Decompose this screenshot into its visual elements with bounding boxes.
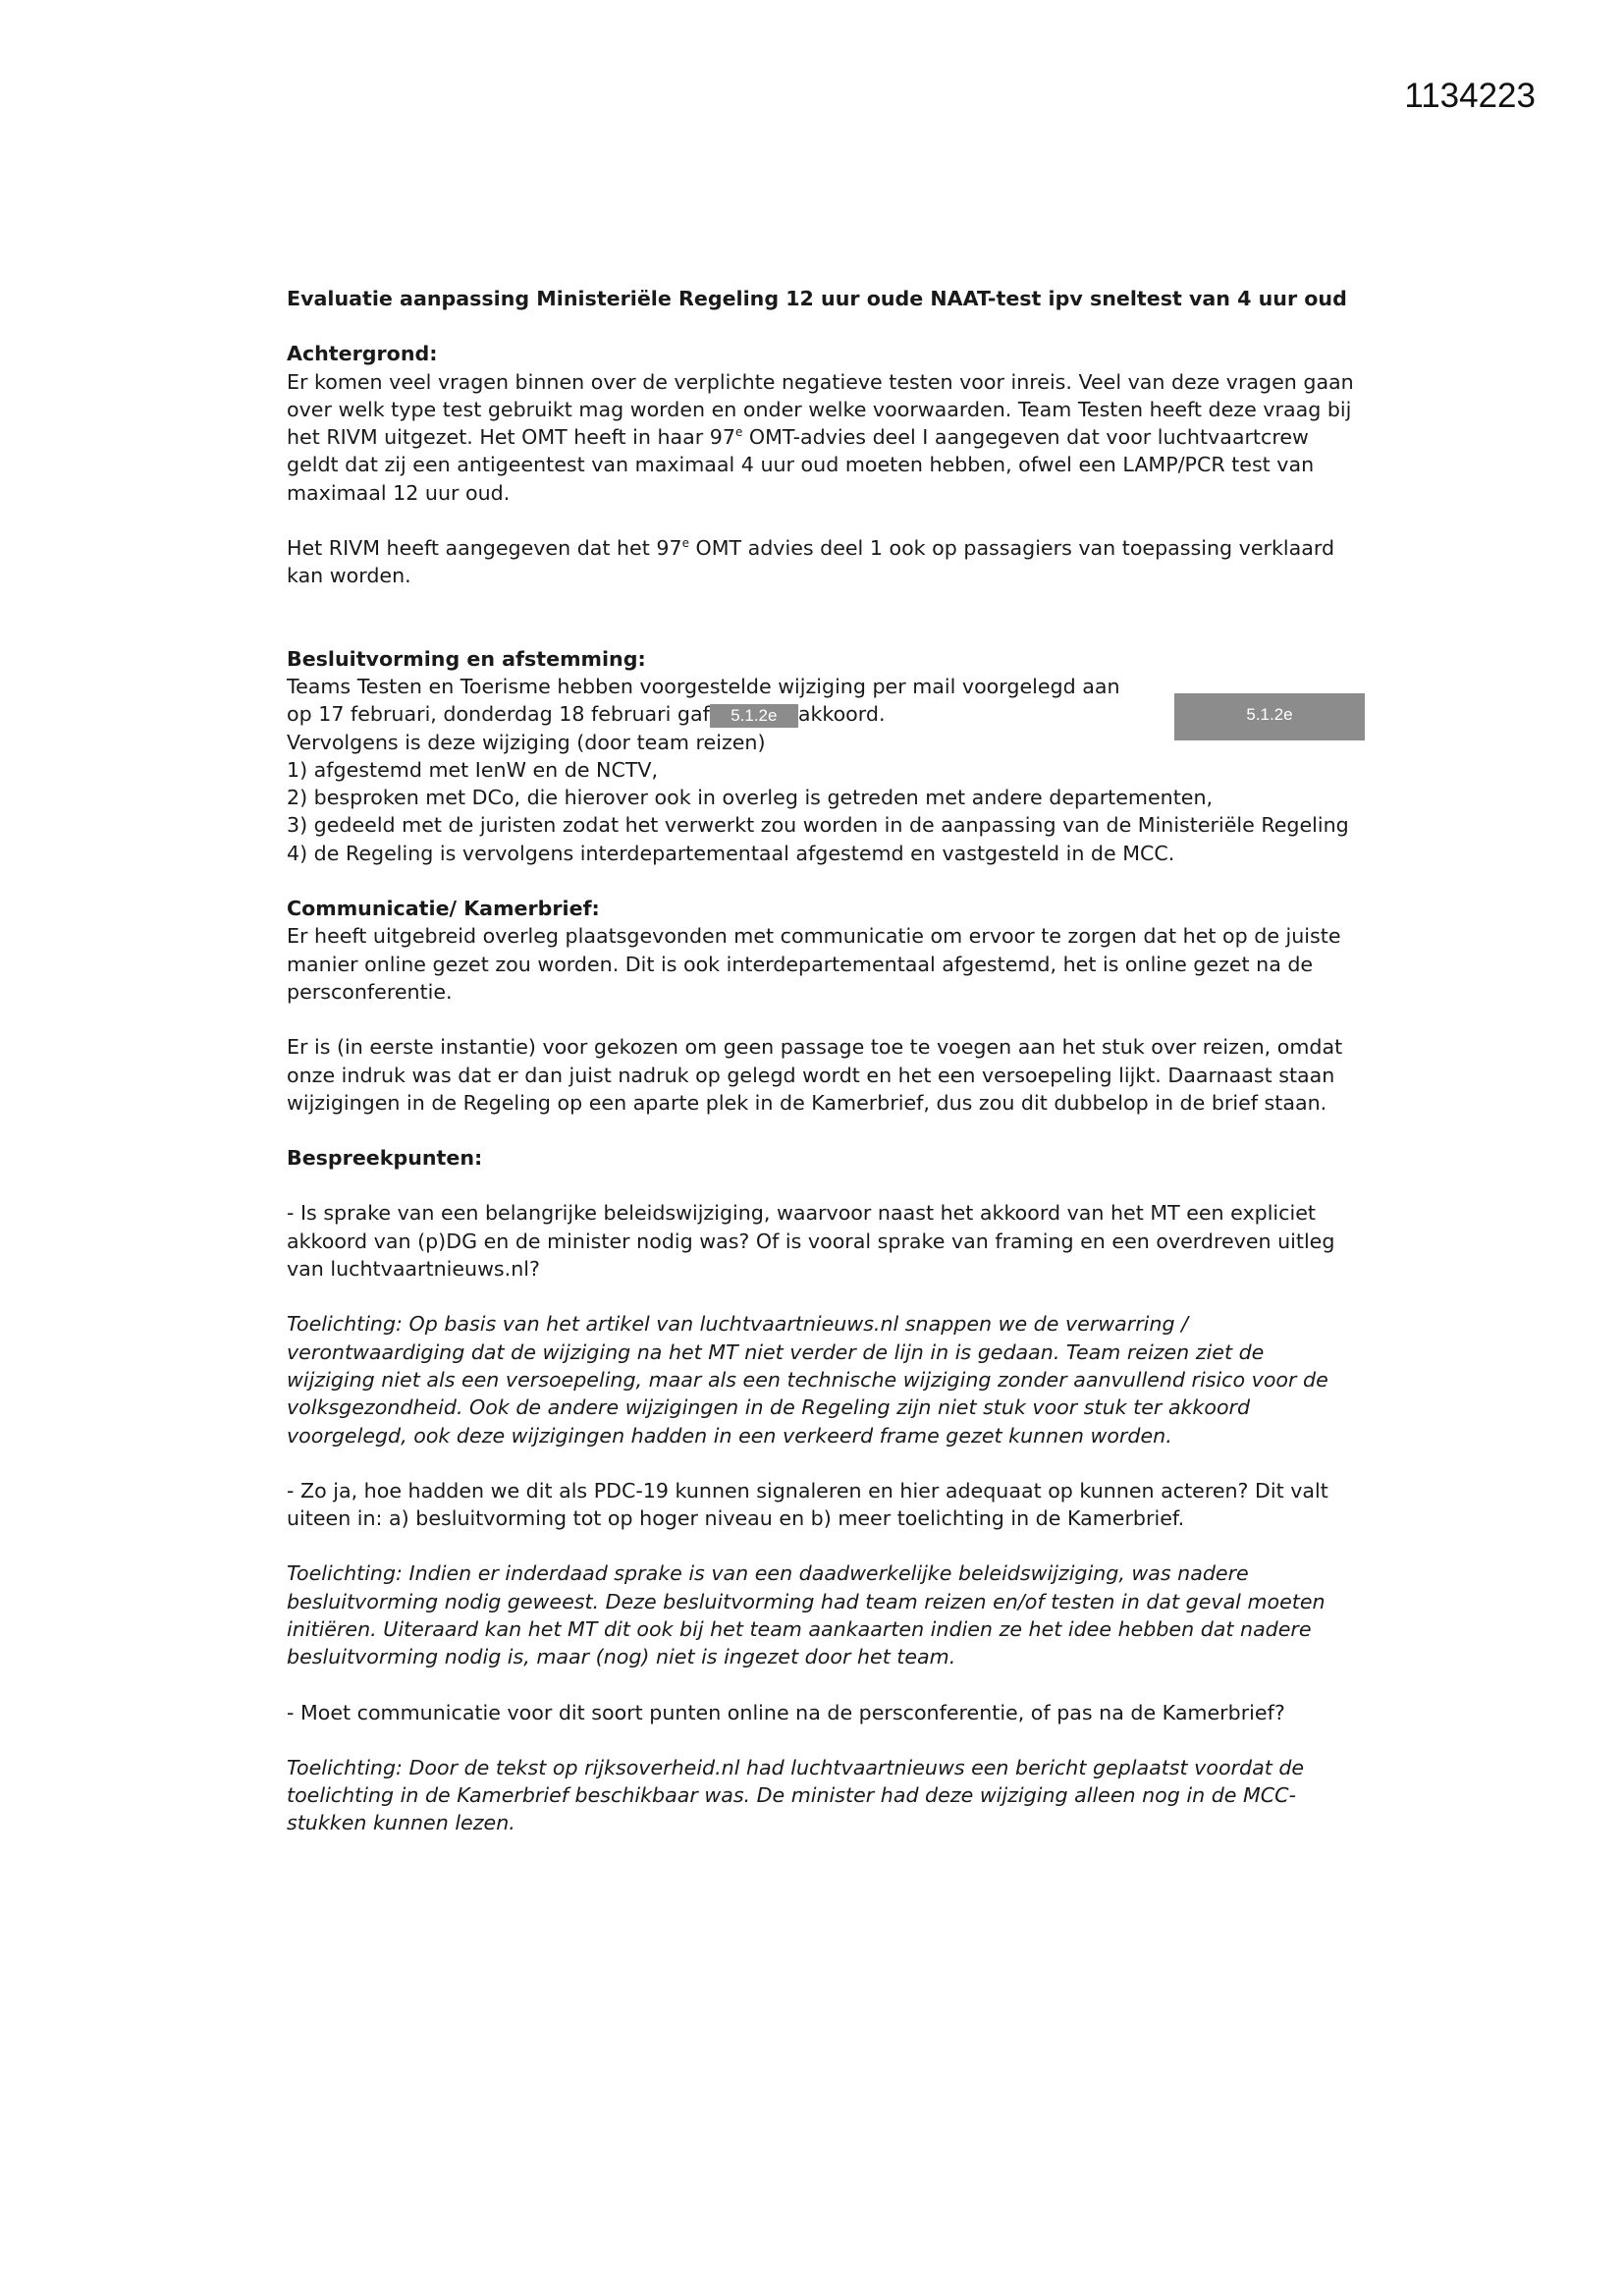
document-body [287, 285, 1357, 1837]
discussion-point: - Is sprake van een belangrijke beleidswijziging, waarvoor naast het akkoord van het MT een expliciet akkoord van (p)DG en de minister nodig was? Of is vooral sprake van framing en een overdreven uitleg van luchtvaartnieuws.nl? [287, 1201, 1335, 1282]
list-item: 2) besproken met DCo, die hierover ook in overleg is getreden met andere departementen, [287, 786, 1214, 810]
list-item: 4) de Regeling is vervolgens interdepartementaal afgestemd en vastgesteld in de MCC. [287, 841, 1175, 865]
paragraph: Er heeft uitgebreid overleg plaatsgevonden met communicatie om ervoor te zorgen dat het op de juiste manier online gezet zou worden. Dit is ook interdepartementaal afgestemd, het is online gezet na de persconferentie. [287, 924, 1341, 1004]
discussion-point: - Moet communicatie voor dit soort punten online na de persconferentie, of pas na de Kamerbrief? [287, 1700, 1285, 1724]
paragraph-line: op 17 februari, donderdag 18 februari gaf 5.1.2e akkoord. [287, 702, 886, 727]
redaction-box: 5.1.2e [1174, 693, 1365, 740]
paragraph-line: Teams Testen en Toerisme hebben voorgestelde wijziging per mail voorgelegd aan [287, 674, 1120, 698]
paragraph: Er is (in eerste instantie) voor gekozen om geen passage toe te voegen aan het stuk over reizen, omdat onze indruk was dat er dan juist nadruk op gelegd wordt en het een versoepeling lijkt. Daarnaast staan wijzigingen in de Regeling op een aparte plek in de Kamerbrief, dus zou dit dubbelop in de brief staan. [287, 1035, 1343, 1115]
heading-besluitvorming: Besluitvorming en afstemming: [287, 646, 646, 671]
redaction-box: 5.1.2e [710, 704, 798, 728]
paragraph-line: Vervolgens is deze wijziging (door team reizen) [287, 730, 766, 754]
list-item: 1) afgestemd met IenW en de NCTV, [287, 757, 659, 782]
explanation: Toelichting: Indien er inderdaad sprake is van een daadwerkelijke beleidswijziging, was nadere besluitvorming nodig geweest. Deze besluitvorming had team reizen en/of testen in dat geval moeten initiëren. Uiteraard kan het MT dit ook bij het team aankaarten indien ze het idee hebben dat nadere besluitvorming nodig is, maar (nog) niet is ingezet door het team. [287, 1561, 1326, 1669]
heading-communicatie: Communicatie/ Kamerbrief: [287, 897, 600, 921]
heading-achtergrond: Achtergrond: [287, 342, 438, 366]
document-title: Evaluatie aanpassing Ministeriële Regeling 12 uur oude NAAT-test ipv sneltest van 4 uur oud [287, 287, 1347, 310]
paragraph: Er komen veel vragen binnen over de verplichte negatieve testen voor inreis. Veel van deze vragen gaan over welk type test gebruikt mag worden en onder welke voorwaarden. Team Testen heeft deze vraag bij het RIVM uitgezet. Het OMT heeft in haar 97e OMT-advies deel I aangegeven dat voor luchtvaartcrew geldt dat zij een antigeentest van maximaal 4 uur oud moeten hebben, ofwel een LAMP/PCR test van maximaal 12 uur oud. [287, 369, 1354, 505]
explanation: Toelichting: Door de tekst op rijksoverheid.nl had luchtvaartnieuws een bericht geplaatst voordat de toelichting in de Kamerbrief beschikbaar was. De minister had deze wijziging alleen nog in de MCC-stukken kunnen lezen. [287, 1755, 1305, 1835]
document-number: 1134223 [1404, 77, 1536, 115]
heading-bespreekpunten: Bespreekpunten: [287, 1146, 483, 1171]
paragraph: Het RIVM heeft aangegeven dat het 97e OMT advies deel 1 ook op passagiers van toepassing verklaard kan worden. [287, 536, 1335, 588]
list-item: 3) gedeeld met de juristen zodat het verwerkt zou worden in de aanpassing van de Ministeriële Regeling [287, 813, 1349, 838]
discussion-point: - Zo ja, hoe hadden we dit als PDC-19 kunnen signaleren en hier adequaat op kunnen acteren? Dit valt uiteen in: a) besluitvorming tot op hoger niveau en b) meer toelichting in de Kamerbrief. [287, 1478, 1328, 1531]
explanation: Toelichting: Op basis van het artikel van luchtvaartnieuws.nl snappen we de verwarring / verontwaardiging dat de wijziging na het MT niet verder de lijn in is gedaan. Team reizen ziet de wijziging niet als een versoepeling, maar als een technische wijziging zonder aanvullend risico voor de volksgezondheid. Ook de andere wijzigingen in de Regeling zijn niet stuk voor stuk ter akkoord voorgelegd, ook deze wijzigingen hadden in een verkeerd frame gezet kunnen worden. [287, 1312, 1328, 1448]
